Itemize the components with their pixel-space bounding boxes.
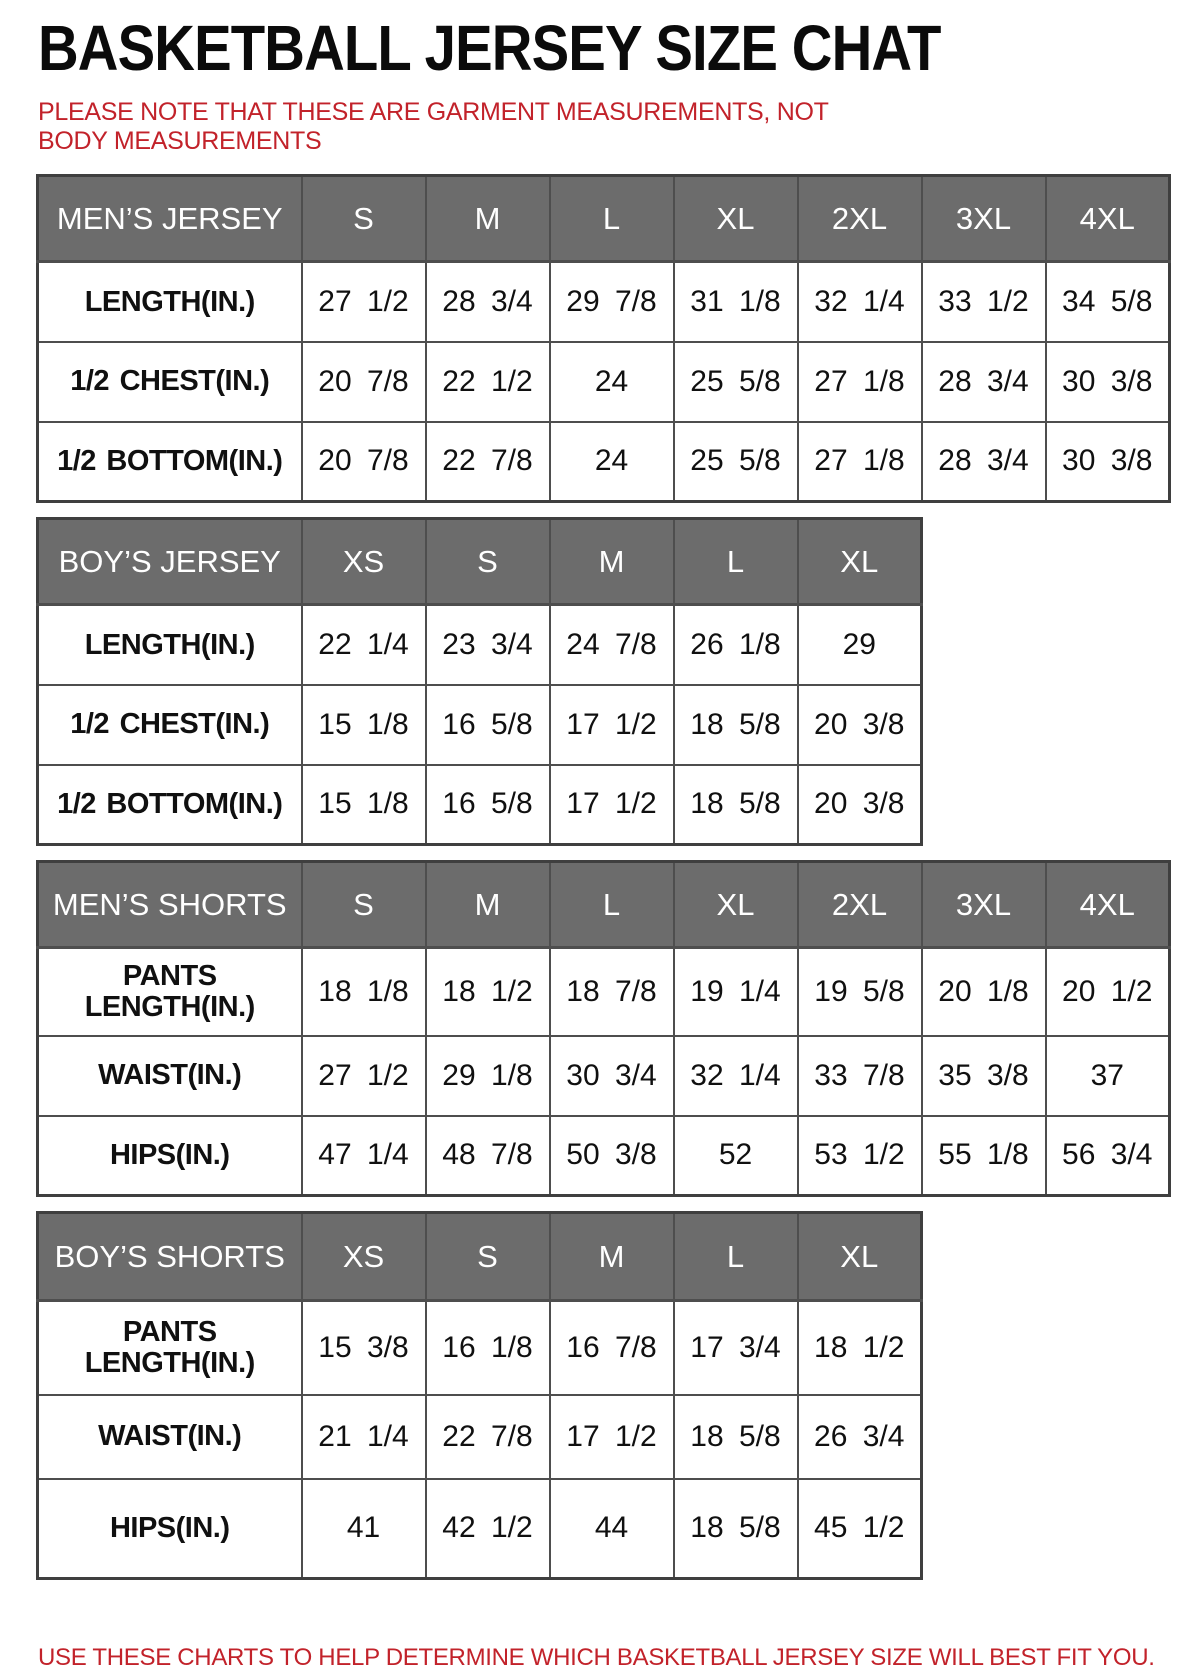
mens-shorts-value-cell: 56 3/4: [1046, 1116, 1170, 1196]
boys-shorts-size-header-xs: XS: [302, 1213, 426, 1301]
boys-shorts-value-cell: 26 3/4: [798, 1395, 922, 1479]
mens-jersey-value-cell: 32 1/4: [798, 262, 922, 342]
boys-jersey-value-cell: 18 5/8: [674, 765, 798, 845]
mens-jersey-value-cell: 29 7/8: [550, 262, 674, 342]
mens-shorts-row-label: WAIST(IN.): [38, 1036, 302, 1116]
mens-jersey-size-header-l: L: [550, 176, 674, 262]
boys-shorts-row-label: PANTS LENGTH(IN.): [38, 1301, 302, 1395]
mens-jersey-row-label: LENGTH(IN.): [38, 262, 302, 342]
boys-jersey-size-header-xl: XL: [798, 519, 922, 605]
mens-shorts-value-cell: 19 1/4: [674, 948, 798, 1036]
mens-jersey-value-cell: 20 7/8: [302, 342, 426, 422]
mens-jersey-size-header-4xl: 4XL: [1046, 176, 1170, 262]
mens-jersey-table: [36, 174, 1171, 503]
mens-jersey-value-cell: 33 1/2: [922, 262, 1046, 342]
mens-shorts-value-cell: 18 1/2: [426, 948, 550, 1036]
mens-jersey-value-cell: 27 1/8: [798, 422, 922, 502]
boys-jersey-row: [38, 765, 922, 845]
boys-jersey-row-label: 1/2 CHEST(IN.): [38, 685, 302, 765]
boys-jersey-value-cell: 23 3/4: [426, 605, 550, 685]
mens-jersey-row-label: 1/2 CHEST(IN.): [38, 342, 302, 422]
mens-shorts-value-cell: 20 1/8: [922, 948, 1046, 1036]
mens-jersey-row: [38, 342, 1170, 422]
size-tables: [0, 174, 1200, 1580]
boys-jersey-size-header-xs: XS: [302, 519, 426, 605]
boys-shorts-value-cell: 18 1/2: [798, 1301, 922, 1395]
mens-shorts-row: [38, 1036, 1170, 1116]
boys-shorts-table: [36, 1211, 923, 1580]
mens-shorts-header-row: [38, 862, 1170, 948]
fit-advice-note: USE THESE CHARTS TO HELP DETERMINE WHICH BASKETBALL JERSEY SIZE WILL BEST FIT YOU.: [38, 1644, 1155, 1671]
boys-jersey-header-row: [38, 519, 922, 605]
boys-shorts-value-cell: 16 7/8: [550, 1301, 674, 1395]
mens-shorts-size-header-4xl: 4XL: [1046, 862, 1170, 948]
boys-shorts-size-header-xl: XL: [798, 1213, 922, 1301]
mens-jersey-value-cell: 28 3/4: [922, 422, 1046, 502]
boys-jersey-size-header-l: L: [674, 519, 798, 605]
boys-jersey-value-cell: 22 1/4: [302, 605, 426, 685]
boys-shorts-value-cell: 45 1/2: [798, 1479, 922, 1579]
mens-shorts-value-cell: 32 1/4: [674, 1036, 798, 1116]
mens-shorts-value-cell: 27 1/2: [302, 1036, 426, 1116]
mens-jersey-value-cell: 28 3/4: [426, 262, 550, 342]
mens-shorts-row-label: HIPS(IN.): [38, 1116, 302, 1196]
boys-shorts-value-cell: 41: [302, 1479, 426, 1579]
mens-jersey-size-header-2xl: 2XL: [798, 176, 922, 262]
mens-shorts-size-header-2xl: 2XL: [798, 862, 922, 948]
mens-jersey-header-row: [38, 176, 1170, 262]
boys-shorts-title-cell: BOY’S SHORTS: [38, 1213, 302, 1301]
mens-shorts-value-cell: 30 3/4: [550, 1036, 674, 1116]
boys-jersey-value-cell: 15 1/8: [302, 765, 426, 845]
mens-jersey-value-cell: 24: [550, 342, 674, 422]
mens-shorts-value-cell: 52: [674, 1116, 798, 1196]
mens-jersey-value-cell: 34 5/8: [1046, 262, 1170, 342]
mens-shorts-table: [36, 860, 1171, 1197]
mens-shorts-row: [38, 948, 1170, 1036]
boys-shorts-row: [38, 1479, 922, 1579]
mens-shorts-value-cell: 55 1/8: [922, 1116, 1046, 1196]
mens-jersey-value-cell: 20 7/8: [302, 422, 426, 502]
mens-shorts-size-header-3xl: 3XL: [922, 862, 1046, 948]
boys-shorts-size-header-m: M: [550, 1213, 674, 1301]
boys-jersey-value-cell: 20 3/8: [798, 685, 922, 765]
mens-shorts-value-cell: 35 3/8: [922, 1036, 1046, 1116]
mens-shorts-value-cell: 48 7/8: [426, 1116, 550, 1196]
mens-shorts-value-cell: 18 1/8: [302, 948, 426, 1036]
mens-jersey-row: [38, 422, 1170, 502]
mens-shorts-row-label: PANTS LENGTH(IN.): [38, 948, 302, 1036]
boys-shorts-value-cell: 42 1/2: [426, 1479, 550, 1579]
mens-shorts-value-cell: 50 3/8: [550, 1116, 674, 1196]
boys-shorts-value-cell: 21 1/4: [302, 1395, 426, 1479]
mens-jersey-size-header-3xl: 3XL: [922, 176, 1046, 262]
mens-jersey-value-cell: 25 5/8: [674, 422, 798, 502]
boys-shorts-value-cell: 18 5/8: [674, 1479, 798, 1579]
boys-shorts-value-cell: 15 3/8: [302, 1301, 426, 1395]
mens-shorts-value-cell: 37: [1046, 1036, 1170, 1116]
boys-shorts-row: [38, 1301, 922, 1395]
boys-jersey-size-header-s: S: [426, 519, 550, 605]
boys-shorts-row-label: WAIST(IN.): [38, 1395, 302, 1479]
boys-shorts-header-row: [38, 1213, 922, 1301]
mens-jersey-value-cell: 25 5/8: [674, 342, 798, 422]
mens-shorts-value-cell: 19 5/8: [798, 948, 922, 1036]
mens-jersey-row: [38, 262, 1170, 342]
garment-measurement-note: PLEASE NOTE THAT THESE ARE GARMENT MEASUREMENTS, NOT BODY MEASUREMENTS: [38, 98, 829, 155]
mens-jersey-value-cell: 28 3/4: [922, 342, 1046, 422]
boys-jersey-value-cell: 16 5/8: [426, 765, 550, 845]
boys-shorts-value-cell: 17 1/2: [550, 1395, 674, 1479]
mens-jersey-value-cell: 27 1/8: [798, 342, 922, 422]
mens-jersey-value-cell: 31 1/8: [674, 262, 798, 342]
mens-shorts-value-cell: 18 7/8: [550, 948, 674, 1036]
boys-jersey-value-cell: 26 1/8: [674, 605, 798, 685]
boys-jersey-value-cell: 24 7/8: [550, 605, 674, 685]
boys-jersey-value-cell: 15 1/8: [302, 685, 426, 765]
mens-shorts-value-cell: 53 1/2: [798, 1116, 922, 1196]
mens-jersey-value-cell: 22 1/2: [426, 342, 550, 422]
boys-jersey-row: [38, 685, 922, 765]
mens-shorts-value-cell: 20 1/2: [1046, 948, 1170, 1036]
boys-shorts-value-cell: 22 7/8: [426, 1395, 550, 1479]
mens-shorts-size-header-l: L: [550, 862, 674, 948]
mens-jersey-row-label: 1/2 BOTTOM(IN.): [38, 422, 302, 502]
boys-shorts-value-cell: 44: [550, 1479, 674, 1579]
boys-shorts-value-cell: 18 5/8: [674, 1395, 798, 1479]
boys-jersey-table: [36, 517, 923, 846]
page-title: BASKETBALL JERSEY SIZE CHAT: [38, 12, 941, 84]
mens-shorts-title-cell: MEN’S SHORTS: [38, 862, 302, 948]
mens-jersey-value-cell: 30 3/8: [1046, 422, 1170, 502]
boys-jersey-value-cell: 17 1/2: [550, 685, 674, 765]
mens-shorts-row: [38, 1116, 1170, 1196]
size-chart-sheet: [0, 12, 1200, 1679]
boys-shorts-value-cell: 17 3/4: [674, 1301, 798, 1395]
boys-shorts-value-cell: 16 1/8: [426, 1301, 550, 1395]
mens-jersey-size-header-xl: XL: [674, 176, 798, 262]
boys-jersey-value-cell: 17 1/2: [550, 765, 674, 845]
boys-jersey-value-cell: 18 5/8: [674, 685, 798, 765]
boys-shorts-size-header-l: L: [674, 1213, 798, 1301]
mens-jersey-title-cell: MEN’S JERSEY: [38, 176, 302, 262]
mens-jersey-size-header-s: S: [302, 176, 426, 262]
boys-jersey-row-label: 1/2 BOTTOM(IN.): [38, 765, 302, 845]
boys-jersey-row: [38, 605, 922, 685]
mens-shorts-size-header-m: M: [426, 862, 550, 948]
mens-shorts-size-header-s: S: [302, 862, 426, 948]
mens-shorts-value-cell: 33 7/8: [798, 1036, 922, 1116]
boys-jersey-row-label: LENGTH(IN.): [38, 605, 302, 685]
mens-shorts-value-cell: 29 1/8: [426, 1036, 550, 1116]
mens-jersey-value-cell: 22 7/8: [426, 422, 550, 502]
boys-jersey-value-cell: 29: [798, 605, 922, 685]
boys-jersey-value-cell: 16 5/8: [426, 685, 550, 765]
boys-jersey-size-header-m: M: [550, 519, 674, 605]
boys-shorts-row-label: HIPS(IN.): [38, 1479, 302, 1579]
mens-jersey-value-cell: 27 1/2: [302, 262, 426, 342]
mens-shorts-size-header-xl: XL: [674, 862, 798, 948]
boys-jersey-value-cell: 20 3/8: [798, 765, 922, 845]
boys-shorts-row: [38, 1395, 922, 1479]
boys-shorts-size-header-s: S: [426, 1213, 550, 1301]
mens-jersey-value-cell: 30 3/8: [1046, 342, 1170, 422]
mens-shorts-value-cell: 47 1/4: [302, 1116, 426, 1196]
mens-jersey-size-header-m: M: [426, 176, 550, 262]
boys-jersey-title-cell: BOY’S JERSEY: [38, 519, 302, 605]
mens-jersey-value-cell: 24: [550, 422, 674, 502]
